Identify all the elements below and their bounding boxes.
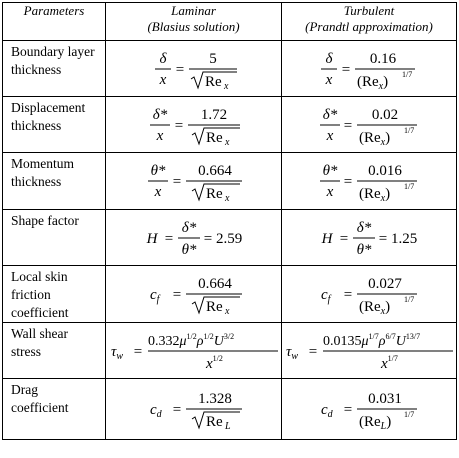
laminar-mom-formula xyxy=(144,159,244,203)
param-label xyxy=(3,323,106,379)
param-label-line: friction xyxy=(11,287,51,302)
shape-value: 1.25 xyxy=(391,230,418,247)
turbulent-shape-formula xyxy=(319,216,419,260)
subscript-x: x xyxy=(224,306,229,317)
symbol-delta-star: δ* xyxy=(152,106,167,123)
denominator: $x^{1/7}$ xyxy=(381,353,398,372)
turbulent-cd-formula xyxy=(319,387,419,431)
exponent: 1/7 xyxy=(404,295,415,304)
numerator: 1.72 xyxy=(200,106,227,123)
symbol-theta-star: θ* xyxy=(356,241,372,258)
symbol-delta-star: δ* xyxy=(322,106,338,123)
numerator: 0.031 xyxy=(368,391,402,407)
row-local-skin-friction xyxy=(3,266,457,323)
symbol-delta-star: δ* xyxy=(181,219,196,236)
symbol-x: x xyxy=(326,127,334,144)
row-displacement-thickness xyxy=(3,97,457,153)
param-label-line: Boundary layer xyxy=(11,44,95,59)
param-label xyxy=(3,97,106,153)
laminar-cd-formula xyxy=(144,387,244,431)
symbol-cd: $c_d$ xyxy=(149,402,162,420)
turbulent-formula xyxy=(282,379,457,440)
param-label-line: thickness xyxy=(11,174,62,189)
subscript-x: x xyxy=(224,136,229,148)
numerator: 0.027 xyxy=(368,276,402,292)
symbol-cd: $c_d$ xyxy=(321,402,333,420)
laminar-formula xyxy=(106,97,282,153)
header-turbulent xyxy=(282,3,457,41)
equals-sign: = xyxy=(203,230,212,247)
equals-sign: = xyxy=(341,61,351,78)
row-wall-shear-stress xyxy=(3,323,457,379)
exponent: 1/7 xyxy=(404,410,415,419)
exponent: 1/7 xyxy=(404,182,415,191)
denominator: $(Re_x)$ xyxy=(359,129,391,148)
header-laminar-line2: (Blasius solution) xyxy=(147,19,240,34)
param-label-line: Displacement xyxy=(11,100,86,115)
reynolds-symbol: Re xyxy=(204,73,222,90)
turbulent-formula xyxy=(282,266,457,323)
param-label-line: coefficient xyxy=(11,400,69,415)
param-label-line: stress xyxy=(11,344,41,359)
header-row xyxy=(3,3,457,41)
symbol-tau-w: $\tau_w$ xyxy=(286,343,299,362)
denominator: $(Re_x)$ xyxy=(359,186,391,204)
turbulent-tau-formula xyxy=(283,329,455,373)
symbol-x: x xyxy=(326,184,334,200)
numerator: 0.664 xyxy=(197,163,232,179)
laminar-shape-formula xyxy=(144,216,244,260)
param-label-line: Local skin xyxy=(11,269,68,284)
symbol-theta-star: θ* xyxy=(181,241,196,258)
header-laminar xyxy=(106,3,282,41)
symbol-theta-star: θ* xyxy=(150,163,165,179)
param-label xyxy=(3,41,106,97)
laminar-cf-formula xyxy=(144,272,244,316)
row-drag-coefficient xyxy=(3,379,457,440)
equals-sign: = xyxy=(172,287,181,303)
shape-value: 2.59 xyxy=(215,230,242,247)
turbulent-formula xyxy=(282,210,457,266)
equals-sign: = xyxy=(343,402,353,418)
row-boundary-layer-thickness xyxy=(3,41,457,97)
denominator: $(Re_x)$ xyxy=(359,299,391,317)
param-label xyxy=(3,266,106,323)
header-turbulent-line2: (Prandtl approximation) xyxy=(305,19,433,34)
laminar-formula xyxy=(106,41,282,97)
equals-sign: = xyxy=(308,343,318,360)
denominator: $(Re_L)$ xyxy=(359,414,392,432)
numerator: 1.328 xyxy=(197,391,232,407)
symbol-cf: $c_f$ xyxy=(321,287,331,305)
reynolds-symbol: Re xyxy=(205,414,223,430)
row-shape-factor xyxy=(3,210,457,266)
subscript-x: x xyxy=(223,80,228,92)
symbol-x: x xyxy=(156,127,163,144)
symbol-delta-star: δ* xyxy=(356,219,372,236)
laminar-formula xyxy=(106,323,282,379)
param-label-line: Shape factor xyxy=(11,213,79,228)
param-label-line: Drag xyxy=(11,382,38,397)
subscript-x: x xyxy=(224,193,229,204)
symbol-x: x xyxy=(325,71,333,88)
param-label xyxy=(3,210,106,266)
equals-sign: = xyxy=(172,174,181,190)
param-label-line: Wall shear xyxy=(11,326,69,341)
laminar-formula xyxy=(106,266,282,323)
equals-sign: = xyxy=(343,117,353,134)
equals-sign: = xyxy=(172,402,181,418)
symbol-delta: δ xyxy=(159,50,166,67)
turbulent-disp-formula xyxy=(319,103,419,147)
symbol-H: H xyxy=(146,230,157,247)
equals-sign: = xyxy=(164,230,173,247)
turbulent-formula xyxy=(282,97,457,153)
equals-sign: = xyxy=(378,230,388,247)
header-parameters-text: Parameters xyxy=(23,3,85,18)
numerator: $0.332\mu^{1/2}\rho^{1/2}U^{3/2}$ xyxy=(147,331,234,349)
denominator: $x^{1/2}$ xyxy=(205,353,223,372)
symbol-H: H xyxy=(321,230,333,247)
laminar-formula xyxy=(106,210,282,266)
laminar-disp-formula xyxy=(146,103,242,147)
equals-sign: = xyxy=(343,174,353,190)
laminar-formula xyxy=(106,379,282,440)
header-parameters xyxy=(3,3,106,41)
denominator: $(Re_x)$ xyxy=(357,73,389,92)
equals-sign: = xyxy=(343,287,353,303)
equals-sign: = xyxy=(339,230,349,247)
turbulent-formula xyxy=(282,153,457,210)
turbulent-formula xyxy=(282,41,457,97)
turbulent-bl-formula xyxy=(319,47,419,91)
symbol-tau-w: $\tau_w$ xyxy=(110,343,123,362)
turbulent-cf-formula xyxy=(319,272,419,316)
boundary-layer-table xyxy=(2,2,457,440)
row-momentum-thickness xyxy=(3,153,457,210)
symbol-delta: δ xyxy=(325,50,333,67)
header-turbulent-line1: Turbulent xyxy=(343,3,395,18)
laminar-formula xyxy=(106,153,282,210)
turbulent-mom-formula xyxy=(319,159,419,203)
equals-sign: = xyxy=(175,61,184,78)
laminar-bl-formula xyxy=(149,47,239,91)
numerator: $0.0135\mu^{1/7}\rho^{6/7}U^{13/7}$ xyxy=(323,331,421,349)
equals-sign: = xyxy=(133,343,142,360)
symbol-theta-star: θ* xyxy=(322,163,338,179)
numerator: 0.664 xyxy=(197,276,232,292)
symbol-cf: $c_f$ xyxy=(149,287,159,305)
numerator: 0.016 xyxy=(368,163,402,179)
equals-sign: = xyxy=(174,117,183,134)
param-label xyxy=(3,153,106,210)
numerator: 0.16 xyxy=(369,50,397,67)
reynolds-symbol: Re xyxy=(205,299,223,315)
header-laminar-line1: Laminar xyxy=(171,3,216,18)
reynolds-symbol: Re xyxy=(205,129,223,146)
exponent: 1/7 xyxy=(402,69,413,79)
param-label-line: thickness xyxy=(11,62,62,77)
numerator: 0.02 xyxy=(371,106,399,123)
param-label-line: Momentum xyxy=(11,156,74,171)
laminar-tau-formula xyxy=(108,329,280,373)
numerator: 5 xyxy=(208,50,217,67)
symbol-x: x xyxy=(154,184,161,200)
subscript-L: L xyxy=(224,421,231,432)
param-label-line: coefficient xyxy=(11,305,69,320)
symbol-x: x xyxy=(159,71,166,88)
reynolds-symbol: Re xyxy=(205,186,223,202)
turbulent-formula xyxy=(282,323,457,379)
exponent: 1/7 xyxy=(404,125,415,135)
param-label xyxy=(3,379,106,440)
param-label-line: thickness xyxy=(11,118,62,133)
